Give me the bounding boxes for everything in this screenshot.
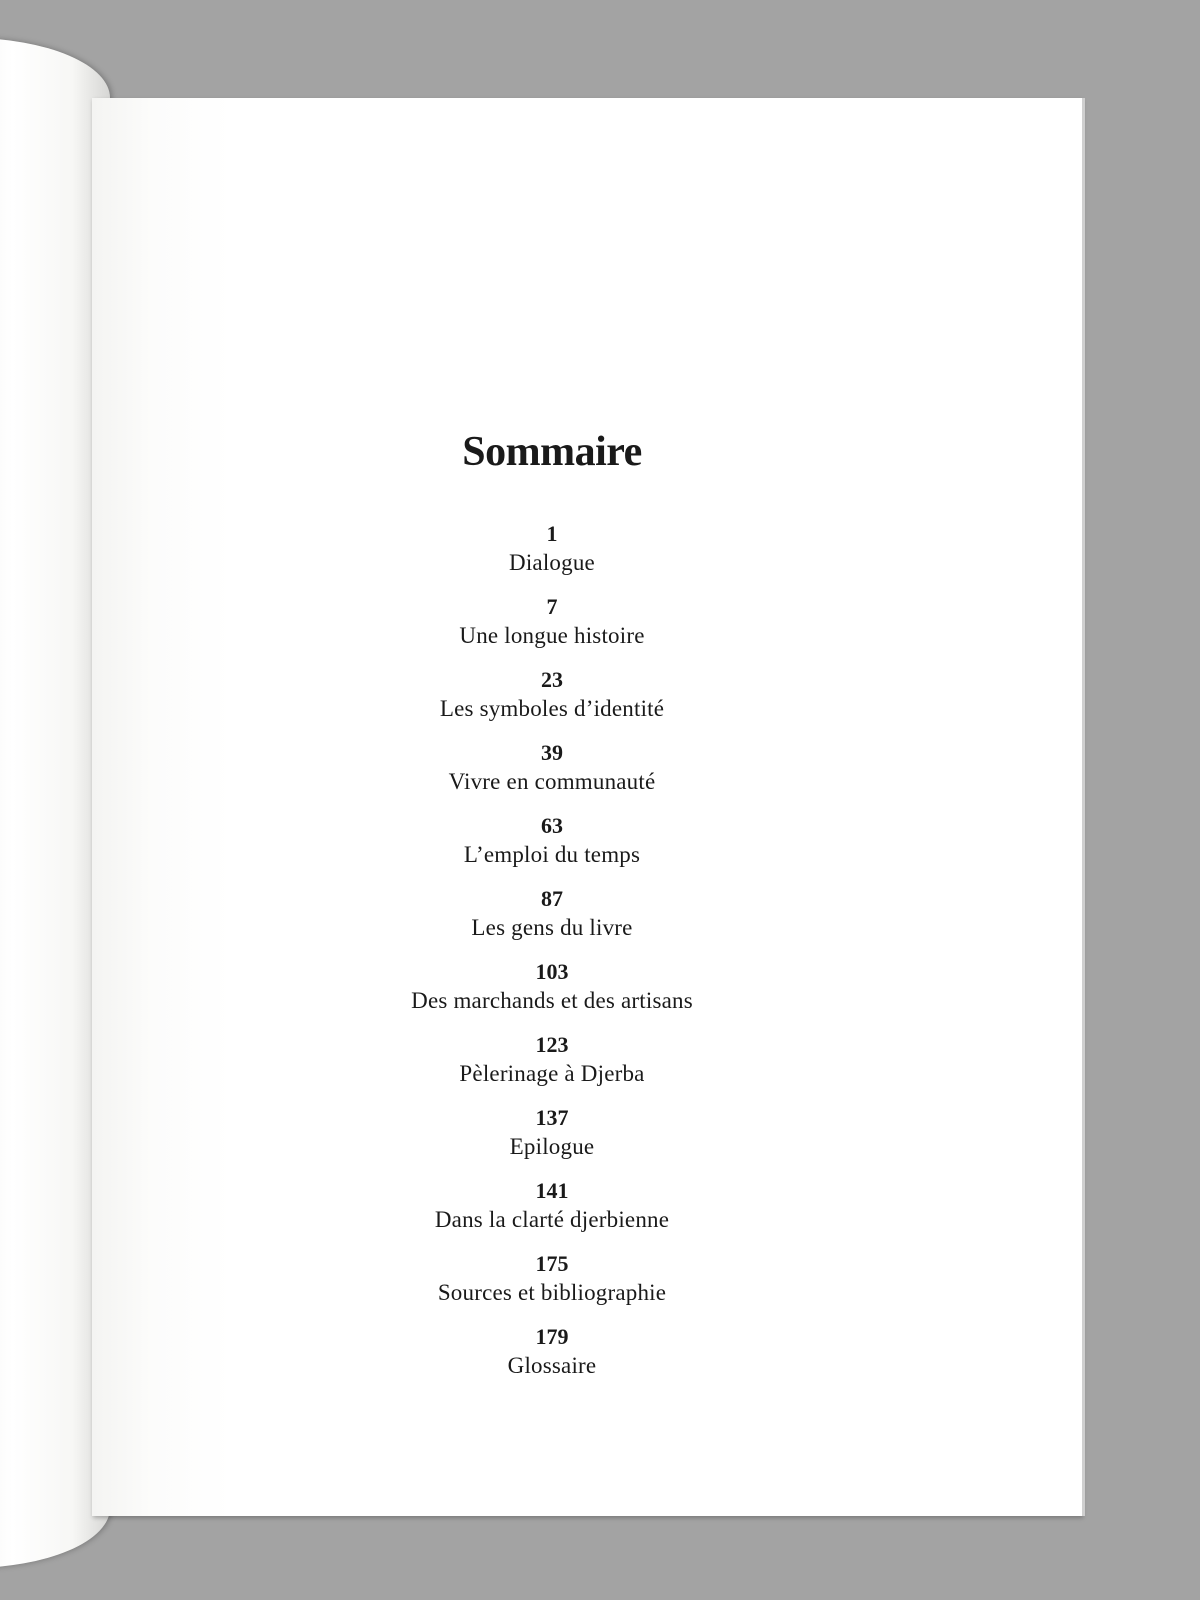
toc-page-number: 123 [535, 1032, 569, 1057]
toc-entry [0, 1031, 1104, 1104]
toc-page-number: 7 [546, 594, 558, 619]
toc-entry [0, 1177, 1104, 1250]
toc-chapter-title: Une longue histoire [459, 623, 645, 648]
toc-chapter-title: Sources et bibliographie [437, 1280, 667, 1305]
toc-entry [0, 666, 1104, 739]
toc-entry [0, 1250, 1104, 1323]
toc-entry [0, 885, 1104, 958]
toc-title: Sommaire [462, 429, 642, 475]
toc-page-number: 23 [541, 667, 563, 692]
toc-page-number: 103 [535, 959, 569, 984]
toc-entry [0, 520, 1104, 593]
toc-chapter-title: L’emploi du temps [463, 842, 641, 867]
toc-chapter-title: Glossaire [507, 1353, 597, 1378]
toc-chapter-title: Les gens du livre [471, 915, 633, 940]
toc-entry [0, 812, 1104, 885]
toc-entry [0, 593, 1104, 666]
toc-page-number: 39 [541, 740, 563, 765]
toc-chapter-title: Des marchands et des artisans [411, 988, 693, 1013]
toc-entry [0, 1323, 1104, 1396]
toc-page-number: 87 [541, 886, 563, 911]
toc-chapter-title: Epilogue [509, 1134, 595, 1159]
toc-page-number: 137 [535, 1105, 569, 1130]
toc-entry [0, 739, 1104, 812]
toc-page-number: 179 [535, 1324, 569, 1349]
toc-page-number: 141 [535, 1178, 569, 1203]
toc-entry [0, 958, 1104, 1031]
toc-chapter-title: Dialogue [509, 550, 595, 575]
toc-page-number: 175 [535, 1251, 569, 1276]
toc-chapter-title: Pèlerinage à Djerba [459, 1061, 645, 1086]
toc-chapter-title: Vivre en communauté [448, 769, 656, 794]
table-of-contents [0, 426, 1104, 1396]
toc-page-number: 63 [541, 813, 563, 838]
toc-entry [0, 1104, 1104, 1177]
toc-chapter-title: Dans la clarté djerbienne [434, 1207, 670, 1232]
toc-chapter-title: Les symboles d’identité [439, 696, 665, 721]
toc-page-number: 1 [546, 521, 558, 546]
